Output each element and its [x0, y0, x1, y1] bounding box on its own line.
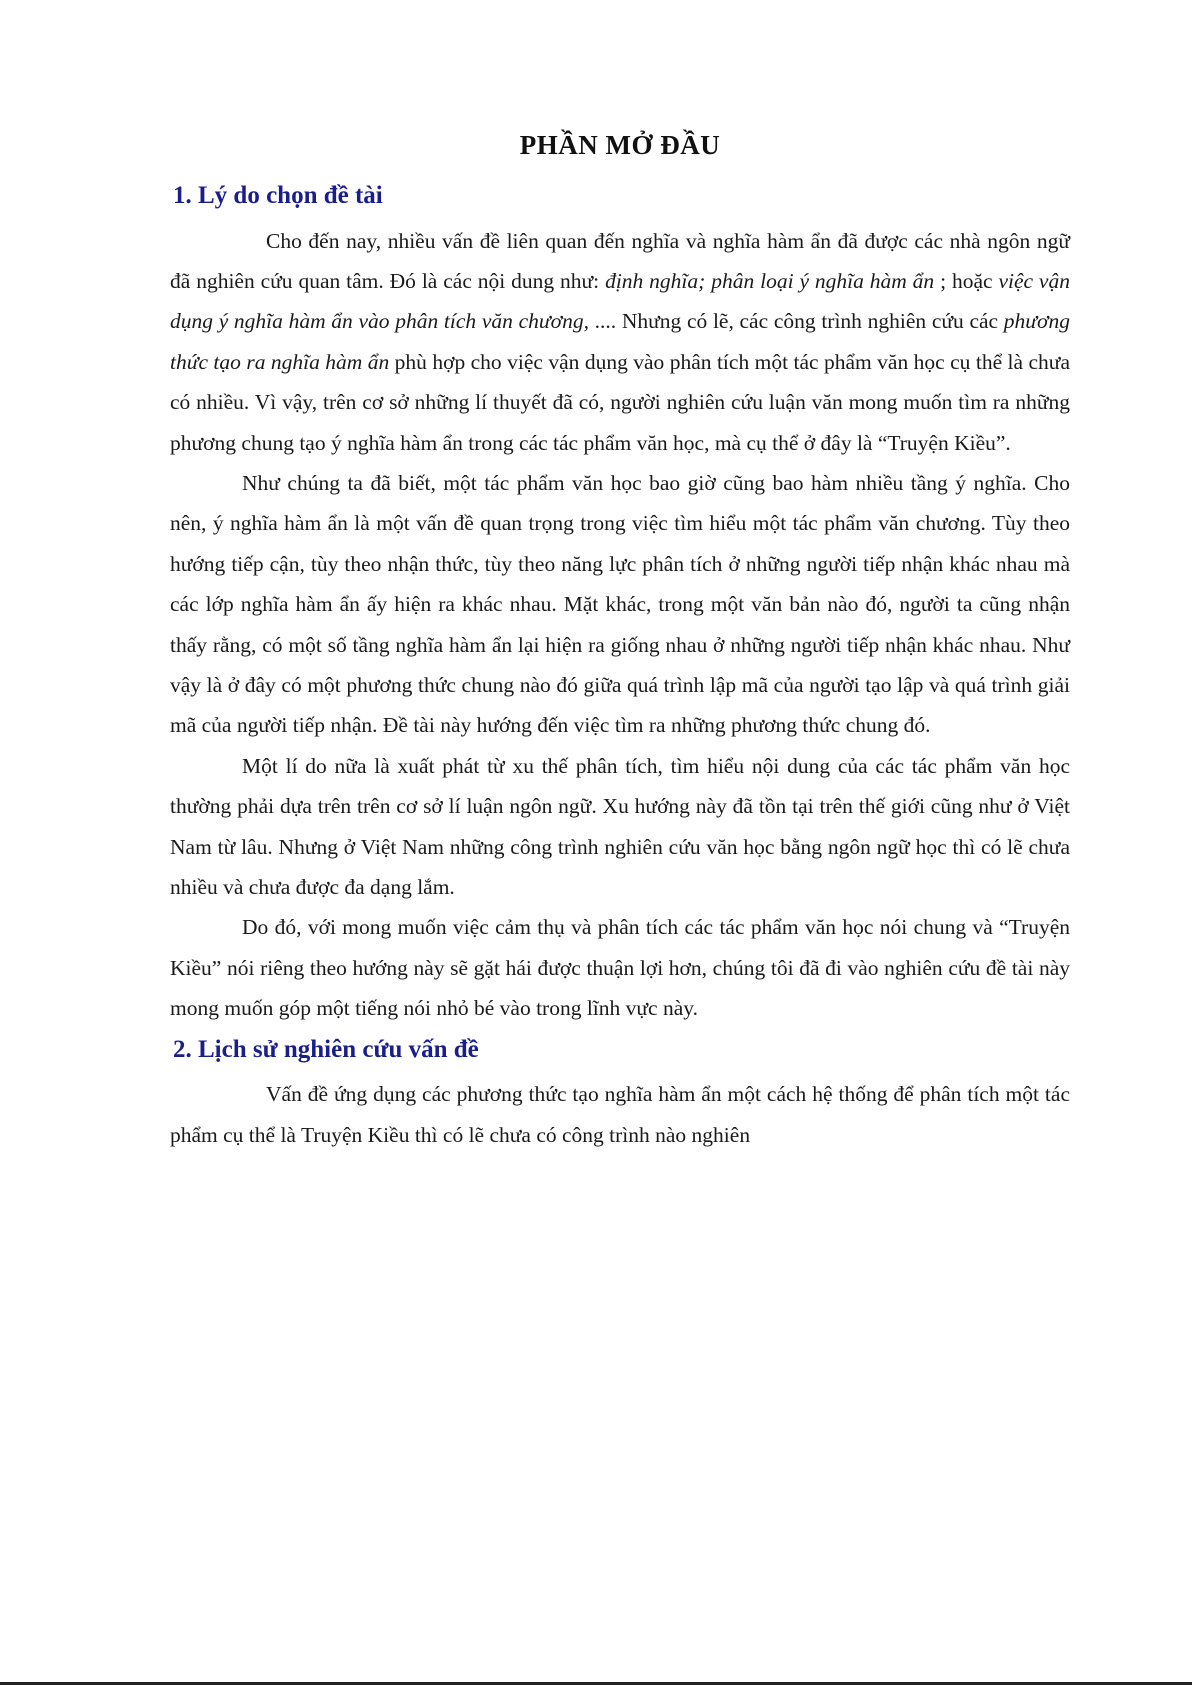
italic-run: định nghĩa; phân loại ý nghĩa hàm ẩn: [605, 268, 935, 293]
text-run: Cho đến nay, nhiều vấn đề liên quan đến nghĩa và nghĩa hàm ẩn đã được các nhà ngôn ngữ đã nghiên cứu quan tâm. Đó là các nội dung như:: [170, 228, 1070, 293]
text-run: .... Nhưng có lẽ, các công trình nghiên cứu các: [588, 309, 1004, 334]
section1-paragraph-1: [170, 221, 1070, 463]
section1-paragraph-4: Do đó, với mong muốn việc cảm thụ và phân tích các tác phẩm văn học nói chung và “Truyện Kiều” nói riêng theo hướng này sẽ gặt hái được thuận lợi hơn, chúng tôi đã đi vào nghiên cứu đề tài này mong muốn góp một tiếng nói nhỏ bé vào trong lĩnh vực này.: [170, 915, 1070, 1021]
page-content: [170, 130, 1070, 1155]
italic-run: việc vận dụng ý nghĩa hàm ẩn vào phân tích văn chương,: [170, 268, 1070, 334]
section1-paragraph-2: Như chúng ta đã biết, một tác phẩm văn học bao giờ cũng bao hàm nhiều tầng ý nghĩa. Cho nên, ý nghĩa hàm ẩn là một vấn đề quan trọng trong việc tìm hiểu một tác phẩm văn chương. Tùy theo hướng tiếp cận, tùy theo nhận thức, tùy theo năng lực phân tích ở những người tiếp nhận khác nhau mà các lớp nghĩa hàm ẩn ấy hiện ra khác nhau. Mặt khác, trong một văn bản nào đó, người ta cũng nhận thấy rằng, có một số tầng nghĩa hàm ẩn lại hiện ra giống nhau ở những người tiếp nhận khác nhau. Như vậy là ở đây có một phương thức chung nào đó giữa quá trình lập mã của người tạo lập và quá trình giải mã của người tiếp nhận. Đề tài này hướng đến việc tìm ra những phương thức chung đó.: [170, 470, 1070, 738]
text-run: ; hoặc: [934, 268, 999, 293]
italic-run: phương thức tạo ra nghĩa hàm ẩn: [170, 309, 1070, 374]
section2-paragraph-1: Vấn đề ứng dụng các phương thức tạo nghĩa hàm ẩn một cách hệ thống để phân tích một tác phẩm cụ thể là Truyện Kiều thì có lẽ chưa có công trình nào nghiên: [170, 1082, 1070, 1147]
section-heading-2: 2. Lịch sử nghiên cứu vấn đề: [173, 1035, 479, 1063]
text-run: phù hợp cho việc vận dụng vào phân tích một tác phẩm văn học cụ thể là chưa có nhiều. Vì vậy, trên cơ sở những lí thuyết đã có, người nghiên cứu luận văn mong muốn tìm ra những phương chung tạo ý nghĩa hàm ẩn trong các tác phẩm văn học, mà cụ thể ở đây là “Truyện Kiều”.: [170, 349, 1070, 455]
section1-paragraph-3: Một lí do nữa là xuất phát từ xu thế phân tích, tìm hiểu nội dung của các tác phẩm văn học thường phải dựa trên trên cơ sở lí luận ngôn ngữ. Xu hướng này đã tồn tại trên thế giới cũng như ở Việt Nam từ lâu. Nhưng ở Việt Nam những công trình nghiên cứu văn học bằng ngôn ngữ học thì có lẽ chưa nhiều và chưa được đa dạng lắm.: [170, 753, 1070, 899]
page-title: PHẦN MỞ ĐẦU: [519, 130, 721, 160]
section-heading-1: 1. Lý do chọn đề tài: [173, 182, 383, 209]
